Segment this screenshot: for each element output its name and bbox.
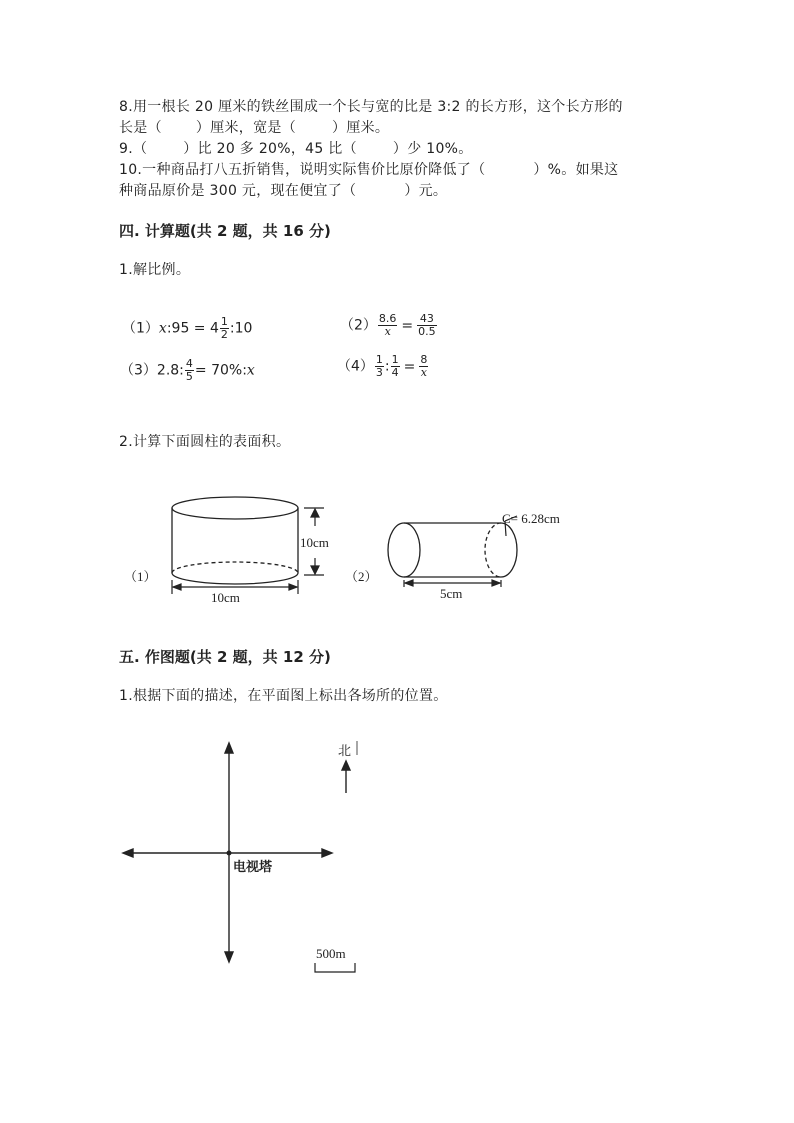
equation-3-fraction bbox=[185, 358, 194, 383]
cylinder-figures bbox=[110, 490, 580, 610]
section4-q1-title: 1.解比例。 bbox=[119, 262, 191, 278]
q9-text-a: 9.（ bbox=[119, 141, 148, 157]
frac-num: 43 bbox=[417, 313, 437, 326]
frac-num: 8 bbox=[420, 353, 428, 366]
frac-den: 2 bbox=[220, 328, 228, 341]
q8-line1: 8.用一根长 20 厘米的铁丝围成一个长与宽的比是 3:2 的长方形，这个长方形的 bbox=[119, 99, 623, 115]
section5-title: 五. 作图题(共 2 题，共 12 分) bbox=[119, 648, 331, 666]
q8-text-c: ）厘米。 bbox=[332, 120, 390, 136]
equation-2-fraction-left bbox=[378, 313, 398, 338]
equation-3-label: （3） bbox=[120, 362, 157, 379]
cylinder-1 bbox=[172, 497, 298, 584]
q10-text-d: ）元。 bbox=[404, 183, 448, 199]
equation-1-var: x bbox=[158, 320, 167, 337]
equation-3-var: x bbox=[246, 362, 255, 379]
equation-3-part2: = 70%: bbox=[194, 362, 247, 379]
frac-num: 1 bbox=[375, 353, 383, 366]
fig1-height-label: 10cm bbox=[300, 535, 329, 550]
scale-label: 500m bbox=[316, 946, 346, 961]
frac-den: 0.5 bbox=[418, 325, 436, 338]
fig2-label: （2） bbox=[345, 569, 378, 584]
equation-2-label: （2） bbox=[340, 317, 377, 334]
section5-q1-title: 1.根据下面的描述，在平面图上标出各场所的位置。 bbox=[119, 688, 448, 704]
frac-den: x bbox=[420, 366, 427, 379]
cylinder-2 bbox=[388, 523, 517, 577]
equation-4-colon: : bbox=[384, 358, 390, 375]
section4-title: 四. 计算题(共 2 题，共 16 分) bbox=[119, 222, 331, 240]
q10-text-a: 10.一种商品打八五折销售，说明实际售价比原价降低了（ bbox=[119, 162, 486, 178]
equation-2 bbox=[340, 313, 438, 338]
frac-num: 1 bbox=[220, 315, 228, 328]
north-label: 北 bbox=[338, 744, 352, 759]
q9-text-c: ）少 10%。 bbox=[392, 141, 473, 157]
equation-4-label: （4） bbox=[337, 358, 374, 375]
frac-num: 4 bbox=[185, 357, 193, 370]
equation-1-part2: :10 bbox=[229, 320, 253, 337]
q9-line bbox=[119, 139, 473, 159]
equation-4-fraction-2 bbox=[391, 354, 400, 379]
fig1-label: （1） bbox=[124, 569, 157, 584]
equation-1-fraction bbox=[220, 316, 229, 341]
section4-q2-title: 2.计算下面圆柱的表面积。 bbox=[119, 434, 291, 450]
equation-3 bbox=[120, 358, 255, 383]
equation-2-equals: = bbox=[401, 317, 414, 334]
q8-text-b: ）厘米，宽是（ bbox=[195, 120, 297, 136]
equation-4-fraction-3 bbox=[419, 354, 428, 379]
q9-text-b: ）比 20 多 20%，45 比（ bbox=[183, 141, 357, 157]
equation-3-part1: 2.8: bbox=[156, 362, 184, 379]
equation-4-equals: = bbox=[403, 358, 416, 375]
frac-den: 5 bbox=[185, 370, 193, 383]
equation-4 bbox=[337, 354, 429, 379]
q10-text-c: 种商品原价是 300 元，现在便宜了（ bbox=[119, 183, 357, 199]
equation-1-label: （1） bbox=[122, 320, 159, 337]
frac-den: 4 bbox=[391, 366, 399, 379]
equation-1-part1: :95 = 4 bbox=[166, 320, 219, 337]
tv-tower-label: 电视塔 bbox=[233, 860, 273, 875]
q8-text-a: 长是（ bbox=[119, 120, 162, 136]
equation-2-fraction-right bbox=[417, 313, 437, 338]
q10-line2 bbox=[119, 181, 447, 201]
equation-1 bbox=[122, 316, 252, 341]
frac-num: 1 bbox=[391, 353, 399, 366]
scale-bar bbox=[315, 963, 355, 972]
equation-4-fraction-1 bbox=[375, 354, 384, 379]
fig2-length-label: 5cm bbox=[440, 586, 463, 601]
fig2-circumference-label: C= 6.28cm bbox=[502, 511, 560, 526]
fig1-diameter-label: 10cm bbox=[211, 590, 240, 605]
q10-line1 bbox=[119, 160, 618, 180]
q8-line2 bbox=[119, 118, 389, 138]
map-diagram bbox=[115, 735, 375, 975]
frac-den: x bbox=[384, 325, 391, 338]
q10-text-b: ）%。如果这 bbox=[533, 162, 619, 178]
tv-tower-point bbox=[227, 851, 232, 856]
frac-num: 8.6 bbox=[378, 312, 397, 325]
frac-den: 3 bbox=[375, 366, 383, 379]
